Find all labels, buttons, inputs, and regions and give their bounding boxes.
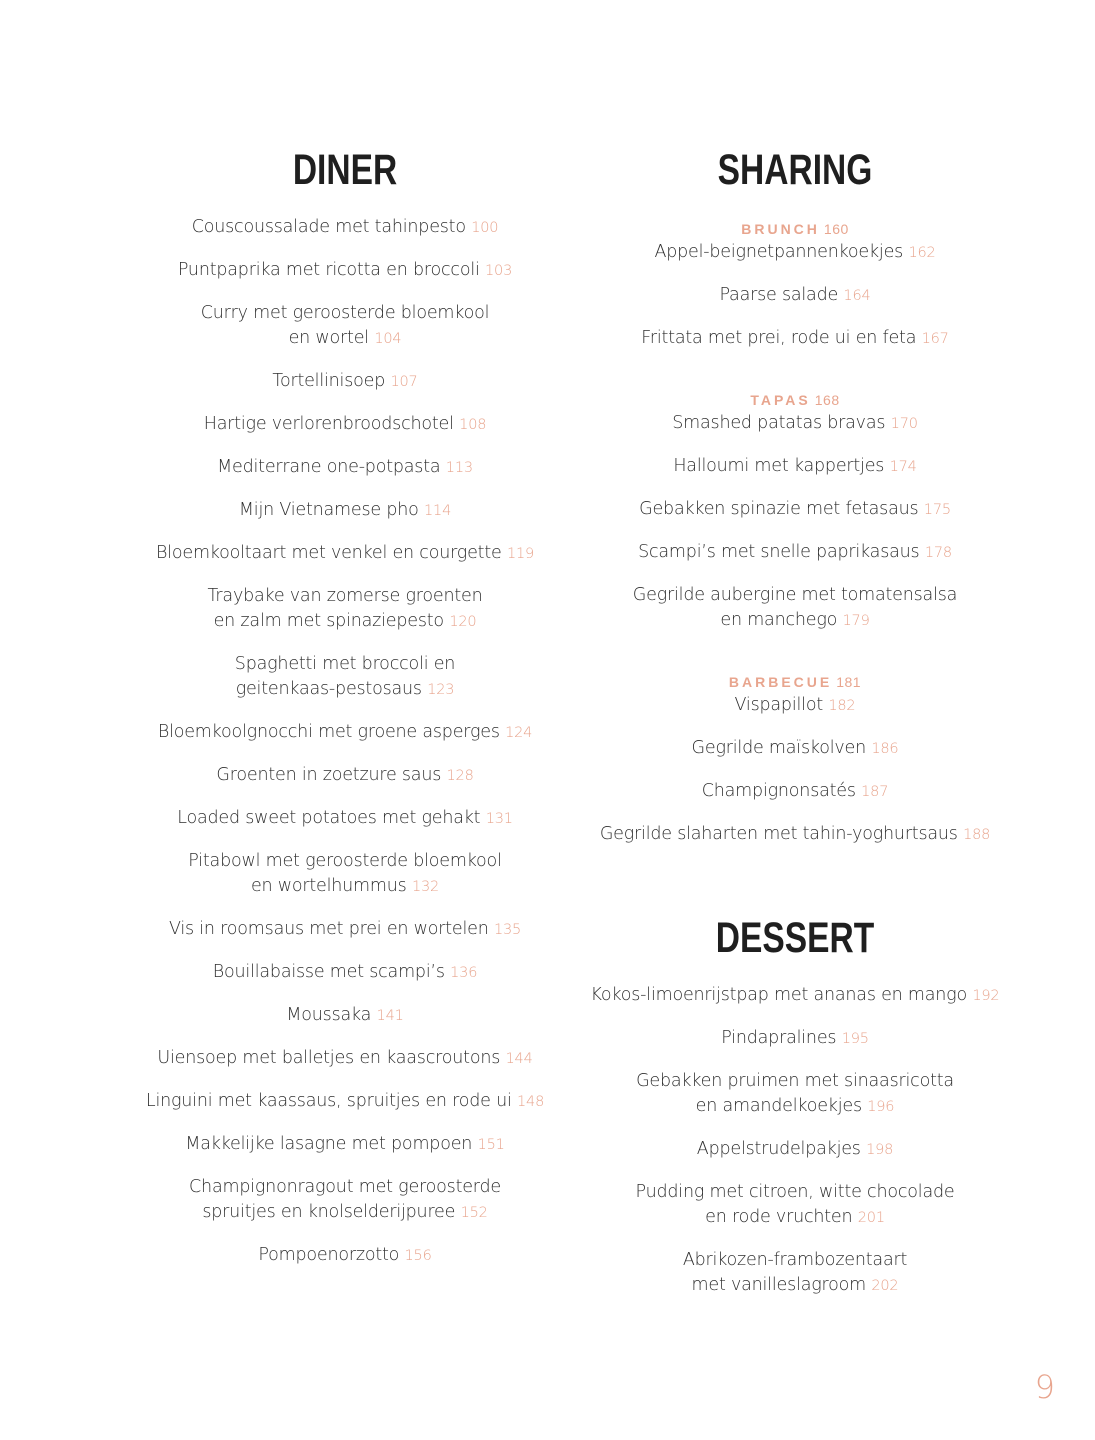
recipe-title-line [585, 1248, 1005, 1273]
subsection-page-number: 160 [823, 221, 849, 237]
recipe-entry [585, 497, 1005, 523]
subsection-label: BARBECUE [728, 674, 833, 690]
recipe-title: Gegrilde maïskolven [691, 738, 866, 758]
recipe-page-number: 131 [485, 811, 513, 827]
recipe-title-line [140, 215, 550, 241]
recipe-page-number: 179 [842, 613, 870, 629]
recipe-page-number: 188 [963, 827, 991, 843]
recipe-entry [140, 1046, 550, 1072]
recipe-page-number: 152 [460, 1205, 488, 1221]
recipe-title-line [585, 540, 1005, 566]
diner-list [140, 215, 550, 1286]
recipe-title-line [140, 326, 550, 352]
recipe-title-line [140, 960, 550, 986]
recipe-title: Mediterrane one-potpasta [217, 457, 441, 477]
recipe-page-number: 167 [921, 331, 949, 347]
recipe-page-number: 198 [866, 1142, 894, 1158]
recipe-entry [140, 720, 550, 746]
recipe-page-number: 123 [427, 682, 455, 698]
recipe-page-number: 202 [871, 1278, 899, 1294]
recipe-entry [585, 983, 1005, 1009]
recipe-page-number: 135 [493, 922, 522, 938]
recipe-page-number: 108 [459, 417, 487, 433]
recipe-page-number: 192 [972, 988, 1000, 1004]
recipe-title: Linguini met kaassaus, spruitjes en rode ui [145, 1091, 512, 1111]
recipe-title-line [140, 917, 550, 943]
page-number: 9 [1034, 1368, 1055, 1406]
recipe-entry [140, 1003, 550, 1029]
recipe-page-number: 175 [923, 502, 951, 518]
recipe-title: Frittata met prei, rode ui en feta [641, 328, 917, 348]
recipe-entry [140, 806, 550, 832]
recipe-entry [585, 411, 1005, 437]
recipe-entry [140, 1243, 550, 1269]
recipe-title: Curry met geroosterde bloemkool [200, 303, 490, 323]
recipe-page-number: 141 [376, 1008, 404, 1024]
recipe-entry [585, 283, 1005, 309]
recipe-page-number: 132 [411, 879, 440, 895]
recipe-entry [140, 1175, 550, 1226]
recipe-page-number: 187 [861, 784, 889, 800]
recipe-entry [140, 369, 550, 395]
recipe-title: en rode vruchten [705, 1207, 853, 1227]
recipe-page-number: 103 [485, 263, 513, 279]
recipe-title-line [140, 874, 550, 900]
recipe-entry [585, 583, 1005, 634]
recipe-title: Pindapralines [721, 1028, 837, 1048]
recipe-page-number: 119 [506, 546, 535, 562]
recipe-title-line [585, 1137, 1005, 1163]
recipe-title-line [585, 736, 1005, 762]
recipe-title-line [140, 412, 550, 438]
recipe-entry [140, 849, 550, 900]
recipe-page-number: 114 [424, 503, 452, 519]
recipe-page-number: 162 [908, 245, 936, 261]
recipe-entry [140, 301, 550, 352]
subsection-list [585, 411, 1005, 634]
recipe-title: Champignonragout met geroosterde [189, 1177, 501, 1197]
recipe-page-number: 178 [924, 545, 952, 561]
recipe-entry [585, 454, 1005, 480]
recipe-page-number: 186 [871, 741, 899, 757]
recipe-title-line [585, 1273, 1005, 1299]
recipe-title: en amandelkoekjes [695, 1096, 862, 1116]
recipe-entry [140, 498, 550, 524]
recipe-title: Paarse salade [719, 285, 839, 305]
recipe-title-line [140, 609, 550, 635]
recipe-title: Pudding met citroen, witte chocolade [635, 1182, 955, 1202]
recipe-title-line [140, 677, 550, 703]
recipe-title: Groenten in zoetzure saus [216, 765, 442, 785]
recipe-entry [585, 1248, 1005, 1299]
recipe-title: Tortellinisoep [272, 371, 386, 391]
recipe-title-line [140, 1243, 550, 1269]
recipe-title-line [140, 1200, 550, 1226]
recipe-title-line [140, 584, 550, 609]
recipe-title-line [585, 326, 1005, 352]
recipe-entry [585, 736, 1005, 762]
recipe-entry [140, 412, 550, 438]
recipe-page-number: 113 [445, 460, 473, 476]
subsection-list [585, 693, 1005, 848]
recipe-title: Bloemkooltaart met venkel en courgette [155, 543, 502, 563]
recipe-title-line [585, 283, 1005, 309]
recipe-page-number: 174 [889, 459, 917, 475]
recipe-entry [140, 455, 550, 481]
recipe-title-line [585, 608, 1005, 634]
recipe-title: Mijn Vietnamese pho [238, 500, 419, 520]
recipe-entry [140, 258, 550, 284]
recipe-page-number: 136 [450, 965, 478, 981]
recipe-title-line [140, 1003, 550, 1029]
subsection-label: TAPAS [750, 392, 811, 408]
recipe-entry [585, 822, 1005, 848]
recipe-entry [140, 1132, 550, 1158]
recipe-title-line [140, 301, 550, 326]
recipe-title: Gegrilde aubergine met tomatensalsa [632, 585, 958, 605]
subsection-page-number: 168 [814, 392, 840, 408]
recipe-page-number: 104 [374, 331, 402, 347]
recipe-entry [140, 215, 550, 241]
recipe-entry [585, 326, 1005, 352]
recipe-title-line [140, 369, 550, 395]
recipe-title-line [140, 258, 550, 284]
recipe-title: Pompoenorzotto [258, 1245, 400, 1265]
recipe-entry [140, 1089, 550, 1115]
subsection-heading [585, 389, 1005, 411]
recipe-title-line [585, 454, 1005, 480]
recipe-title: Spaghetti met broccoli en [234, 654, 456, 674]
recipe-title: Loaded sweet potatoes met gehakt [177, 808, 481, 828]
recipe-page-number: 196 [867, 1099, 895, 1115]
recipe-page-number: 156 [404, 1248, 432, 1264]
recipe-title-line [585, 1026, 1005, 1052]
dessert-list [585, 983, 1005, 1316]
recipe-entry [140, 652, 550, 703]
recipe-entry [585, 240, 1005, 266]
recipe-title-line [140, 763, 550, 789]
recipe-page-number: 120 [449, 614, 477, 630]
recipe-title-line [140, 720, 550, 746]
subsection-label: BRUNCH [741, 221, 820, 237]
recipe-page-number: 201 [857, 1210, 885, 1226]
recipe-title: Bouillabaisse met scampi’s [212, 962, 445, 982]
recipe-title-line [140, 1175, 550, 1200]
recipe-title-line [140, 455, 550, 481]
recipe-title: Vis in roomsaus met prei en wortelen [168, 919, 489, 939]
recipe-entry [585, 1180, 1005, 1231]
recipe-title: met vanilleslagroom [691, 1275, 866, 1295]
recipe-entry [585, 693, 1005, 719]
recipe-title-line [140, 1132, 550, 1158]
recipe-page-number: 151 [477, 1137, 505, 1153]
recipe-title: en wortelhummus [250, 876, 407, 896]
recipe-title-line [585, 583, 1005, 608]
diner-title: DINER [292, 146, 398, 194]
recipe-title-line [585, 1094, 1005, 1120]
recipe-title: Gegrilde slaharten met tahin-yoghurtsaus [599, 824, 958, 844]
recipe-title: Halloumi met kappertjes [673, 456, 885, 476]
recipe-title-line [585, 1180, 1005, 1205]
recipe-entry [585, 1137, 1005, 1163]
recipe-title-line [140, 849, 550, 874]
recipe-page-number: 100 [471, 220, 499, 236]
recipe-title: Scampi’s met snelle paprikasaus [638, 542, 920, 562]
recipe-title: spruitjes en knolselderijpuree [202, 1202, 456, 1222]
recipe-title-line [585, 497, 1005, 523]
recipe-title-line [140, 541, 550, 567]
recipe-title: Hartige verlorenbroodschotel [203, 414, 454, 434]
recipe-title-line [140, 1046, 550, 1072]
recipe-entry [140, 960, 550, 986]
recipe-title-line [585, 411, 1005, 437]
recipe-entry [140, 541, 550, 567]
recipe-title-line [585, 779, 1005, 805]
recipe-entry [585, 1026, 1005, 1052]
recipe-title-line [585, 693, 1005, 719]
recipe-title-line [140, 652, 550, 677]
subsection-list [585, 240, 1005, 352]
recipe-title: geitenkaas-pestosaus [235, 679, 422, 699]
recipe-title: Uiensoep met balletjes en kaascroutons [157, 1048, 501, 1068]
recipe-page-number: 107 [390, 374, 418, 390]
subsection-heading [585, 218, 1005, 240]
recipe-title-line [585, 983, 1005, 1009]
recipe-entry [140, 584, 550, 635]
sharing-list [585, 218, 1005, 885]
subsection-page-number: 181 [836, 674, 862, 690]
recipe-title: Bloemkoolgnocchi met groene asperges [157, 722, 500, 742]
recipe-title: Gebakken pruimen met sinaasricotta [636, 1071, 954, 1091]
recipe-title: Smashed patatas bravas [672, 413, 886, 433]
recipe-title-line [140, 498, 550, 524]
recipe-title-line [585, 1205, 1005, 1231]
sharing-title: SHARING [717, 146, 873, 194]
recipe-title: Moussaka [286, 1005, 372, 1025]
recipe-title-line [140, 1089, 550, 1115]
recipe-title: Traybake van zomerse groenten [207, 586, 483, 606]
recipe-title: en zalm met spinaziepesto [213, 611, 444, 631]
recipe-page-number: 182 [828, 698, 856, 714]
recipe-title: Vispapillot [734, 695, 823, 715]
recipe-title-line [585, 822, 1005, 848]
recipe-title-line [140, 806, 550, 832]
recipe-entry [585, 779, 1005, 805]
recipe-title: Puntpaprika met ricotta en broccoli [177, 260, 480, 280]
recipe-entry [585, 1069, 1005, 1120]
dessert-title: DESSERT [715, 914, 875, 962]
recipe-title: Champignonsatés [701, 781, 856, 801]
recipe-title: Abrikozen-frambozentaart [682, 1250, 908, 1270]
recipe-title: en wortel [288, 328, 369, 348]
recipe-page-number: 195 [841, 1031, 869, 1047]
recipe-title-line [585, 240, 1005, 266]
recipe-entry [140, 763, 550, 789]
recipe-title: en manchego [720, 610, 838, 630]
recipe-page-number: 148 [517, 1094, 545, 1110]
recipe-page-number: 144 [505, 1051, 533, 1067]
subsection-heading [585, 671, 1005, 693]
recipe-entry [140, 917, 550, 943]
recipe-page-number: 128 [446, 768, 474, 784]
recipe-title-line [585, 1069, 1005, 1094]
recipe-title: Appelstrudelpakjes [696, 1139, 861, 1159]
recipe-title: Pitabowl met geroosterde bloemkool [188, 851, 502, 871]
recipe-title: Kokos-limoenrijstpap met ananas en mango [590, 985, 967, 1005]
recipe-page-number: 124 [505, 725, 533, 741]
recipe-entry [585, 540, 1005, 566]
recipe-title: Gebakken spinazie met fetasaus [639, 499, 919, 519]
recipe-page-number: 164 [843, 288, 871, 304]
recipe-page-number: 170 [890, 416, 918, 432]
recipe-title: Appel-beignetpannenkoekjes [654, 242, 904, 262]
recipe-title: Couscoussalade met tahinpesto [191, 217, 466, 237]
recipe-title: Makkelijke lasagne met pompoen [185, 1134, 473, 1154]
